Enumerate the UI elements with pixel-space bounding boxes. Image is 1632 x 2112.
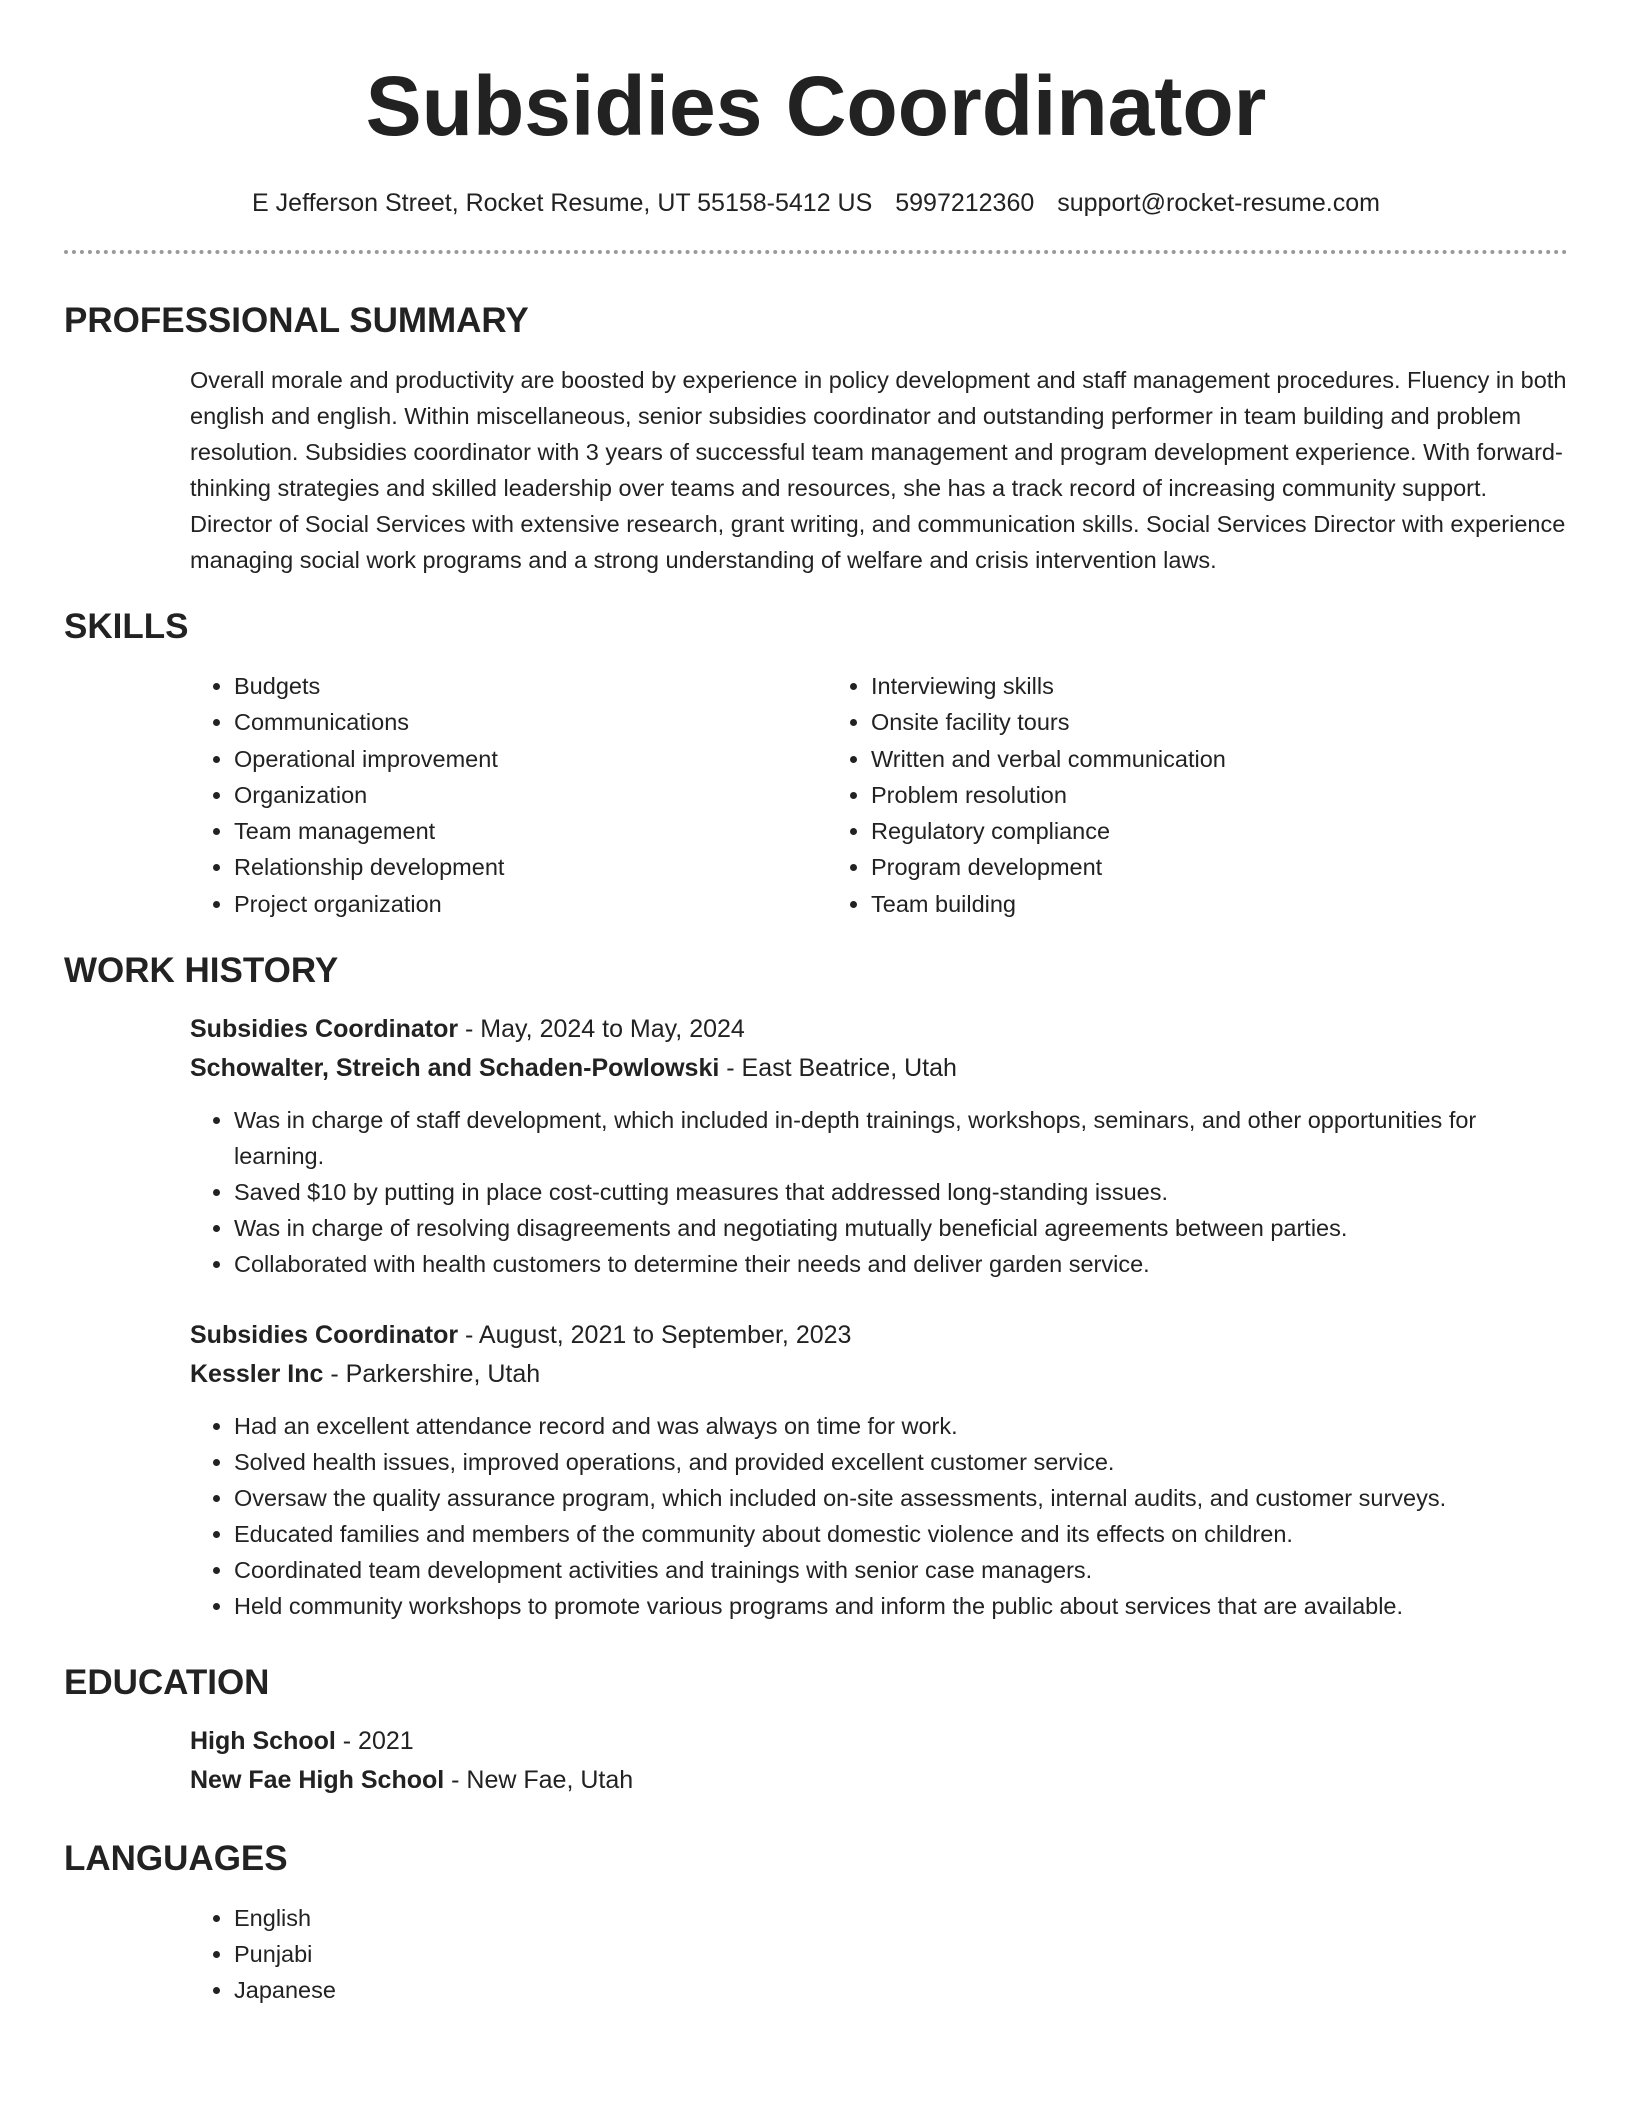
job-bullets — [190, 1102, 1568, 1282]
contact-email: support@rocket-resume.com — [1057, 189, 1380, 217]
skills-column-right — [827, 668, 1464, 922]
section-title-summary: PROFESSIONAL SUMMARY — [64, 301, 529, 340]
job-bullet: • Was in charge of resolving disagreements and negotiating mutually beneficial agreements between parties. — [234, 1210, 1568, 1246]
job-bullets — [190, 1408, 1568, 1624]
skill-item: • Problem resolution — [871, 777, 1464, 813]
education-school-line — [190, 1761, 1568, 1800]
skill-item: • Written and verbal communication — [871, 741, 1464, 777]
job-bullet: • Oversaw the quality assurance program, which included on-site assessments, internal audits, and customer surveys. — [234, 1480, 1568, 1516]
job-location: - East Beatrice, Utah — [719, 1054, 957, 1083]
skill-item: • Team management — [234, 813, 827, 849]
section-title-education: EDUCATION — [64, 1663, 270, 1703]
job-bullet: • Saved $10 by putting in place cost-cutting measures that addressed long-standing issues. — [234, 1174, 1568, 1210]
job-bullet: • Coordinated team development activities and trainings with senior case managers. — [234, 1552, 1568, 1588]
skill-item: • Project organization — [234, 886, 827, 922]
education-degree: High School — [190, 1727, 336, 1756]
education-degree-line — [190, 1722, 1568, 1761]
job-company: Schowalter, Streich and Schaden-Powlowski — [190, 1054, 720, 1083]
skill-item: • Team building — [871, 886, 1464, 922]
skill-item: • Interviewing skills — [871, 668, 1464, 704]
skill-item: • Onsite facility tours — [871, 704, 1464, 740]
job-bullet: • Educated families and members of the community about domestic violence and its effects on children. — [234, 1516, 1568, 1552]
skill-item: • Budgets — [234, 668, 827, 704]
languages-list — [190, 1900, 1568, 2008]
job-dates: - August, 2021 to September, 2023 — [458, 1321, 852, 1350]
job-title-line — [190, 1010, 1568, 1049]
summary-text: Overall morale and productivity are boosted by experience in policy development and staff management procedures. Fluency in both english and english. Within miscellaneous, senior subsidies coordinator and outstanding performer in team building and problem resolution. Subsidies coordinator with 3 years of successful team management and program development experience. With forward-thinking strategies and skilled leadership over teams and resources, she has a track record of increasing community support. Director of Social Services with extensive research, grant writing, and communication skills. Social Services Director with experience managing social work programs and a strong understanding of welfare and crisis intervention laws. — [190, 367, 1567, 573]
skill-item: • Communications — [234, 704, 827, 740]
skill-item: • Regulatory compliance — [871, 813, 1464, 849]
contact-line — [64, 186, 1568, 220]
section-title-skills: SKILLS — [64, 607, 189, 646]
job-title-line — [190, 1316, 1568, 1355]
header-divider — [64, 250, 1568, 254]
job-company-line — [190, 1355, 1568, 1394]
job-bullet: • Solved health issues, improved operations, and provided excellent customer service. — [234, 1444, 1568, 1480]
job-location: - Parkershire, Utah — [323, 1360, 541, 1389]
job-entry — [190, 1010, 1568, 1282]
job-bullet: • Had an excellent attendance record and was always on time for work. — [234, 1408, 1568, 1444]
language-item: • Japanese — [234, 1972, 1568, 2008]
job-entry — [190, 1316, 1568, 1624]
language-item: • Punjabi — [234, 1936, 1568, 1972]
education-entry — [190, 1722, 1568, 1800]
language-item: • English — [234, 1900, 1568, 1936]
skill-item: • Program development — [871, 849, 1464, 885]
job-role: Subsidies Coordinator — [190, 1015, 459, 1044]
section-title-work-history: WORK HISTORY — [64, 951, 339, 991]
education-school: New Fae High School — [190, 1766, 445, 1795]
contact-address: E Jefferson Street, Rocket Resume, UT 55158-5412 US — [252, 189, 873, 217]
skills-column-left — [190, 668, 827, 922]
education-location: - New Fae, Utah — [444, 1766, 634, 1795]
contact-phone: 5997212360 — [895, 189, 1035, 217]
section-title-languages: LANGUAGES — [64, 1839, 288, 1879]
education-year: - 2021 — [335, 1727, 414, 1756]
skill-item: • Organization — [234, 777, 827, 813]
candidate-name: Subsidies Coordinator — [365, 59, 1267, 153]
job-role: Subsidies Coordinator — [190, 1321, 459, 1350]
skill-item: • Relationship development — [234, 849, 827, 885]
skill-item: • Operational improvement — [234, 741, 827, 777]
skills-grid — [190, 668, 1568, 922]
job-dates: - May, 2024 to May, 2024 — [458, 1015, 745, 1044]
job-bullet: • Held community workshops to promote various programs and inform the public about services that are available. — [234, 1588, 1568, 1624]
job-company: Kessler Inc — [190, 1360, 324, 1389]
job-bullet: • Was in charge of staff development, which included in-depth trainings, workshops, seminars, and other opportunities for learning. — [234, 1102, 1568, 1174]
job-bullet: • Collaborated with health customers to determine their needs and deliver garden service. — [234, 1246, 1568, 1282]
job-company-line — [190, 1049, 1568, 1088]
